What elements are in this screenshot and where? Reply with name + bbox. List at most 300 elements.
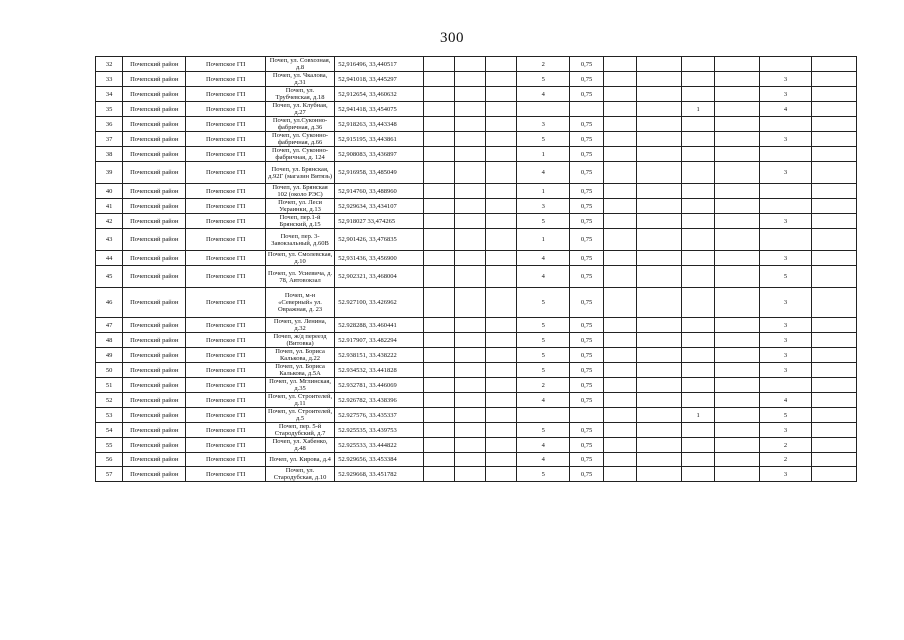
empty-cell	[486, 266, 517, 288]
address-cell: Почеп, ул. Хабенко, д.48	[265, 438, 334, 453]
empty-cell	[423, 132, 454, 147]
empty-cell	[454, 87, 485, 102]
container-count-cell: 4	[517, 266, 570, 288]
empty-cell	[486, 453, 517, 467]
container-count-cell: 4	[517, 87, 570, 102]
settlement-cell: Почепское ГП	[186, 72, 265, 87]
empty-cell	[423, 333, 454, 348]
empty-cell	[715, 162, 760, 184]
empty-cell	[715, 266, 760, 288]
address-cell: Почеп, ул. Трубчевская, д.18	[265, 87, 334, 102]
empty-cell	[423, 423, 454, 438]
empty-cell	[454, 378, 485, 393]
table-row	[96, 408, 857, 423]
district-cell: Почепский район	[123, 57, 186, 72]
empty-cell	[603, 266, 636, 288]
empty-cell	[603, 348, 636, 363]
empty-cell	[603, 72, 636, 87]
coordinates-cell: 52,931436, 33,456900	[335, 251, 423, 266]
empty-cell	[715, 57, 760, 72]
row-number-cell: 53	[96, 408, 123, 423]
category-cell: 3	[760, 467, 811, 482]
empty-cell	[486, 408, 517, 423]
empty-cell	[454, 132, 485, 147]
district-cell: Почепский район	[123, 438, 186, 453]
empty-cell	[454, 162, 485, 184]
empty-cell	[636, 423, 681, 438]
empty-cell	[603, 393, 636, 408]
container-volume-cell: 0,75	[570, 147, 603, 162]
container-volume-cell: 0,75	[570, 57, 603, 72]
empty-cell	[636, 117, 681, 132]
address-cell: Почеп, ул. Ленина, д.32	[265, 318, 334, 333]
empty-cell	[603, 87, 636, 102]
empty-cell	[636, 408, 681, 423]
container-count-cell: 5	[517, 423, 570, 438]
district-cell: Почепский район	[123, 184, 186, 199]
extra-container-cell	[682, 363, 715, 378]
extra-container-cell	[682, 288, 715, 318]
empty-cell	[603, 162, 636, 184]
coordinates-cell: 52,914760, 33,488960	[335, 184, 423, 199]
empty-cell	[603, 288, 636, 318]
district-cell: Почепский район	[123, 363, 186, 378]
container-count-cell: 5	[517, 132, 570, 147]
coordinates-cell: 52,901426, 33,476835	[335, 229, 423, 251]
row-number-cell: 43	[96, 229, 123, 251]
settlement-cell: Почепское ГП	[186, 318, 265, 333]
coordinates-cell: 52,912654, 33,460632	[335, 87, 423, 102]
address-cell: Почеп, ул. Усиевича, д. 78, Автовокзал	[265, 266, 334, 288]
category-cell: 3	[760, 214, 811, 229]
empty-cell	[423, 184, 454, 199]
empty-cell	[486, 87, 517, 102]
container-volume-cell: 0,75	[570, 117, 603, 132]
empty-cell	[486, 214, 517, 229]
coordinates-cell: 52,929634, 33,434107	[335, 199, 423, 214]
row-number-cell: 54	[96, 423, 123, 438]
empty-cell	[423, 102, 454, 117]
extra-container-cell	[682, 214, 715, 229]
empty-cell	[811, 393, 856, 408]
empty-cell	[715, 438, 760, 453]
empty-cell	[486, 393, 517, 408]
table-row	[96, 199, 857, 214]
address-cell: Почеп, ул. Брянская 102 (около РЭС)	[265, 184, 334, 199]
settlement-cell: Почепское ГП	[186, 57, 265, 72]
empty-cell	[603, 408, 636, 423]
empty-cell	[454, 423, 485, 438]
settlement-cell: Почепское ГП	[186, 251, 265, 266]
empty-cell	[636, 102, 681, 117]
coordinates-cell: 52.928288, 33.460441	[335, 318, 423, 333]
empty-cell	[636, 184, 681, 199]
container-volume-cell: 0,75	[570, 348, 603, 363]
empty-cell	[603, 423, 636, 438]
address-cell: Почеп, ул. Стародубская, д.10	[265, 467, 334, 482]
empty-cell	[454, 57, 485, 72]
extra-container-cell	[682, 467, 715, 482]
district-cell: Почепский район	[123, 318, 186, 333]
row-number-cell: 38	[96, 147, 123, 162]
address-cell: Почеп, ул. Леси Украинки, д.13	[265, 199, 334, 214]
container-volume-cell: 0,75	[570, 393, 603, 408]
empty-cell	[423, 348, 454, 363]
category-cell: 5	[760, 408, 811, 423]
empty-cell	[636, 199, 681, 214]
container-volume-cell: 0,75	[570, 467, 603, 482]
empty-cell	[811, 132, 856, 147]
address-cell: Почеп, пер. 3-Завокзальный, д.60В	[265, 229, 334, 251]
empty-cell	[715, 453, 760, 467]
settlement-cell: Почепское ГП	[186, 453, 265, 467]
category-cell	[760, 184, 811, 199]
category-cell: 4	[760, 102, 811, 117]
category-cell: 3	[760, 87, 811, 102]
settlement-cell: Почепское ГП	[186, 408, 265, 423]
row-number-cell: 45	[96, 266, 123, 288]
container-volume-cell: 0,75	[570, 229, 603, 251]
container-volume-cell: 0,75	[570, 333, 603, 348]
row-number-cell: 42	[96, 214, 123, 229]
category-cell	[760, 147, 811, 162]
empty-cell	[454, 117, 485, 132]
empty-cell	[423, 467, 454, 482]
extra-container-cell	[682, 117, 715, 132]
category-cell	[760, 117, 811, 132]
coordinates-cell: 52.917907, 33.482294	[335, 333, 423, 348]
empty-cell	[811, 102, 856, 117]
empty-cell	[423, 318, 454, 333]
table-row	[96, 333, 857, 348]
container-count-cell: 5	[517, 348, 570, 363]
address-cell: Почеп, ул. Кирова, д.4	[265, 453, 334, 467]
address-cell: Почеп, ул. Строителей, д.11	[265, 393, 334, 408]
category-cell: 2	[760, 453, 811, 467]
empty-cell	[636, 147, 681, 162]
table-row	[96, 87, 857, 102]
empty-cell	[423, 117, 454, 132]
empty-cell	[811, 288, 856, 318]
empty-cell	[811, 214, 856, 229]
district-cell: Почепский район	[123, 467, 186, 482]
district-cell: Почепский район	[123, 251, 186, 266]
empty-cell	[486, 162, 517, 184]
empty-cell	[454, 251, 485, 266]
table-row	[96, 318, 857, 333]
coordinates-cell: 52.926782, 33.438396	[335, 393, 423, 408]
category-cell: 5	[760, 266, 811, 288]
container-volume-cell: 0,75	[570, 438, 603, 453]
district-cell: Почепский район	[123, 378, 186, 393]
empty-cell	[423, 147, 454, 162]
empty-cell	[603, 333, 636, 348]
district-cell: Почепский район	[123, 348, 186, 363]
extra-container-cell	[682, 199, 715, 214]
category-cell	[760, 229, 811, 251]
container-count-cell	[517, 102, 570, 117]
empty-cell	[603, 378, 636, 393]
coordinates-cell: 52.925533, 33.444822	[335, 438, 423, 453]
empty-cell	[454, 72, 485, 87]
coordinates-cell: 52.925535, 33.439753	[335, 423, 423, 438]
container-count-cell: 5	[517, 318, 570, 333]
container-volume-cell: 0,75	[570, 453, 603, 467]
table-row	[96, 132, 857, 147]
extra-container-cell	[682, 266, 715, 288]
container-sites-table	[95, 56, 857, 482]
container-count-cell: 4	[517, 438, 570, 453]
settlement-cell: Почепское ГП	[186, 102, 265, 117]
empty-cell	[454, 393, 485, 408]
empty-cell	[603, 184, 636, 199]
settlement-cell: Почепское ГП	[186, 132, 265, 147]
empty-cell	[603, 199, 636, 214]
container-volume-cell	[570, 102, 603, 117]
empty-cell	[454, 214, 485, 229]
empty-cell	[811, 363, 856, 378]
empty-cell	[636, 318, 681, 333]
category-cell	[760, 57, 811, 72]
empty-cell	[811, 251, 856, 266]
extra-container-cell	[682, 251, 715, 266]
empty-cell	[715, 102, 760, 117]
district-cell: Почепский район	[123, 147, 186, 162]
district-cell: Почепский район	[123, 117, 186, 132]
address-cell: Почеп, ул. Бориса Калькова, д.5А	[265, 363, 334, 378]
empty-cell	[454, 318, 485, 333]
empty-cell	[486, 102, 517, 117]
district-cell: Почепский район	[123, 132, 186, 147]
coordinates-cell: 52,916496, 33,440517	[335, 57, 423, 72]
container-volume-cell: 0,75	[570, 363, 603, 378]
empty-cell	[811, 147, 856, 162]
container-volume-cell: 0,75	[570, 87, 603, 102]
empty-cell	[454, 147, 485, 162]
empty-cell	[603, 102, 636, 117]
row-number-cell: 41	[96, 199, 123, 214]
settlement-cell: Почепское ГП	[186, 162, 265, 184]
empty-cell	[603, 147, 636, 162]
container-volume-cell: 0,75	[570, 251, 603, 266]
settlement-cell: Почепское ГП	[186, 438, 265, 453]
coordinates-cell: 52.929656, 33.453384	[335, 453, 423, 467]
extra-container-cell	[682, 333, 715, 348]
settlement-cell: Почепское ГП	[186, 266, 265, 288]
empty-cell	[636, 87, 681, 102]
category-cell: 4	[760, 393, 811, 408]
table-row	[96, 72, 857, 87]
settlement-cell: Почепское ГП	[186, 117, 265, 132]
category-cell	[760, 199, 811, 214]
table-row	[96, 102, 857, 117]
district-cell: Почепский район	[123, 266, 186, 288]
row-number-cell: 39	[96, 162, 123, 184]
district-cell: Почепский район	[123, 453, 186, 467]
page-number: 300	[440, 30, 464, 46]
empty-cell	[811, 408, 856, 423]
extra-container-cell: 1	[682, 102, 715, 117]
address-cell: Почеп, ул. Брянская, д.92Г (магазин Витязь)	[265, 162, 334, 184]
empty-cell	[454, 266, 485, 288]
empty-cell	[636, 333, 681, 348]
empty-cell	[423, 72, 454, 87]
empty-cell	[423, 214, 454, 229]
container-count-cell: 4	[517, 251, 570, 266]
empty-cell	[811, 72, 856, 87]
address-cell: Почеп, ул. Строителей, д.5	[265, 408, 334, 423]
coordinates-cell: 52,902321, 33,468004	[335, 266, 423, 288]
settlement-cell: Почепское ГП	[186, 87, 265, 102]
empty-cell	[423, 453, 454, 467]
container-volume-cell: 0,75	[570, 184, 603, 199]
empty-cell	[715, 288, 760, 318]
coordinates-cell: 52.927100, 33.426962	[335, 288, 423, 318]
row-number-cell: 52	[96, 393, 123, 408]
table-row	[96, 57, 857, 72]
district-cell: Почепский район	[123, 199, 186, 214]
category-cell: 3	[760, 132, 811, 147]
empty-cell	[715, 348, 760, 363]
empty-cell	[454, 348, 485, 363]
table-row	[96, 393, 857, 408]
extra-container-cell	[682, 423, 715, 438]
settlement-cell: Почепское ГП	[186, 229, 265, 251]
empty-cell	[486, 348, 517, 363]
empty-cell	[715, 251, 760, 266]
empty-cell	[715, 423, 760, 438]
empty-cell	[486, 72, 517, 87]
address-cell: Почеп, ул. Совхозная, д.8	[265, 57, 334, 72]
table-row	[96, 467, 857, 482]
row-number-cell: 34	[96, 87, 123, 102]
empty-cell	[715, 393, 760, 408]
table-row	[96, 288, 857, 318]
empty-cell	[636, 266, 681, 288]
category-cell: 3	[760, 251, 811, 266]
empty-cell	[423, 408, 454, 423]
empty-cell	[636, 363, 681, 378]
empty-cell	[603, 251, 636, 266]
table-row	[96, 363, 857, 378]
empty-cell	[636, 214, 681, 229]
extra-container-cell	[682, 318, 715, 333]
empty-cell	[454, 184, 485, 199]
empty-cell	[636, 288, 681, 318]
empty-cell	[423, 199, 454, 214]
empty-cell	[486, 117, 517, 132]
row-number-cell: 36	[96, 117, 123, 132]
table-row	[96, 251, 857, 266]
district-cell: Почепский район	[123, 102, 186, 117]
container-count-cell: 3	[517, 117, 570, 132]
container-count-cell: 5	[517, 467, 570, 482]
empty-cell	[423, 87, 454, 102]
address-cell: Почеп, ул. Суконно-фабричная, д. 124	[265, 147, 334, 162]
empty-cell	[715, 199, 760, 214]
empty-cell	[715, 467, 760, 482]
empty-cell	[715, 184, 760, 199]
container-count-cell: 5	[517, 363, 570, 378]
coordinates-cell: 52,941418, 33,454075	[335, 102, 423, 117]
empty-cell	[603, 363, 636, 378]
empty-cell	[636, 162, 681, 184]
row-number-cell: 37	[96, 132, 123, 147]
category-cell: 3	[760, 318, 811, 333]
empty-cell	[811, 266, 856, 288]
empty-cell	[486, 467, 517, 482]
district-cell: Почепский район	[123, 72, 186, 87]
empty-cell	[603, 229, 636, 251]
table-row	[96, 162, 857, 184]
empty-cell	[423, 363, 454, 378]
empty-cell	[486, 229, 517, 251]
address-cell: Почеп, пер.1-й Брянский, д.15	[265, 214, 334, 229]
empty-cell	[454, 453, 485, 467]
coordinates-cell: 52,908083, 33,436897	[335, 147, 423, 162]
address-cell: Почеп, ул.Суконно-фабричная, д.36	[265, 117, 334, 132]
coordinates-cell: 52,918027 33,474265	[335, 214, 423, 229]
empty-cell	[715, 318, 760, 333]
empty-cell	[811, 378, 856, 393]
extra-container-cell	[682, 57, 715, 72]
district-cell: Почепский район	[123, 408, 186, 423]
empty-cell	[636, 378, 681, 393]
district-cell: Почепский район	[123, 229, 186, 251]
empty-cell	[603, 318, 636, 333]
empty-cell	[486, 251, 517, 266]
row-number-cell: 48	[96, 333, 123, 348]
category-cell: 3	[760, 423, 811, 438]
extra-container-cell	[682, 393, 715, 408]
district-cell: Почепский район	[123, 393, 186, 408]
empty-cell	[636, 348, 681, 363]
row-number-cell: 40	[96, 184, 123, 199]
empty-cell	[454, 102, 485, 117]
row-number-cell: 33	[96, 72, 123, 87]
empty-cell	[636, 393, 681, 408]
empty-cell	[636, 132, 681, 147]
empty-cell	[423, 162, 454, 184]
empty-cell	[811, 453, 856, 467]
category-cell	[760, 378, 811, 393]
extra-container-cell	[682, 184, 715, 199]
table-body	[96, 57, 857, 482]
empty-cell	[423, 378, 454, 393]
settlement-cell: Почепское ГП	[186, 348, 265, 363]
address-cell: Почеп, ж/д переезд (Витовка)	[265, 333, 334, 348]
empty-cell	[715, 72, 760, 87]
empty-cell	[486, 423, 517, 438]
row-number-cell: 57	[96, 467, 123, 482]
settlement-cell: Почепское ГП	[186, 467, 265, 482]
category-cell: 3	[760, 72, 811, 87]
table-row	[96, 453, 857, 467]
container-volume-cell: 0,75	[570, 318, 603, 333]
empty-cell	[603, 453, 636, 467]
settlement-cell: Почепское ГП	[186, 147, 265, 162]
container-volume-cell: 0,75	[570, 288, 603, 318]
empty-cell	[636, 251, 681, 266]
empty-cell	[636, 453, 681, 467]
empty-cell	[486, 363, 517, 378]
empty-cell	[454, 408, 485, 423]
empty-cell	[486, 333, 517, 348]
container-count-cell: 5	[517, 288, 570, 318]
coordinates-cell: 52.932781, 33.446069	[335, 378, 423, 393]
empty-cell	[715, 214, 760, 229]
extra-container-cell	[682, 87, 715, 102]
